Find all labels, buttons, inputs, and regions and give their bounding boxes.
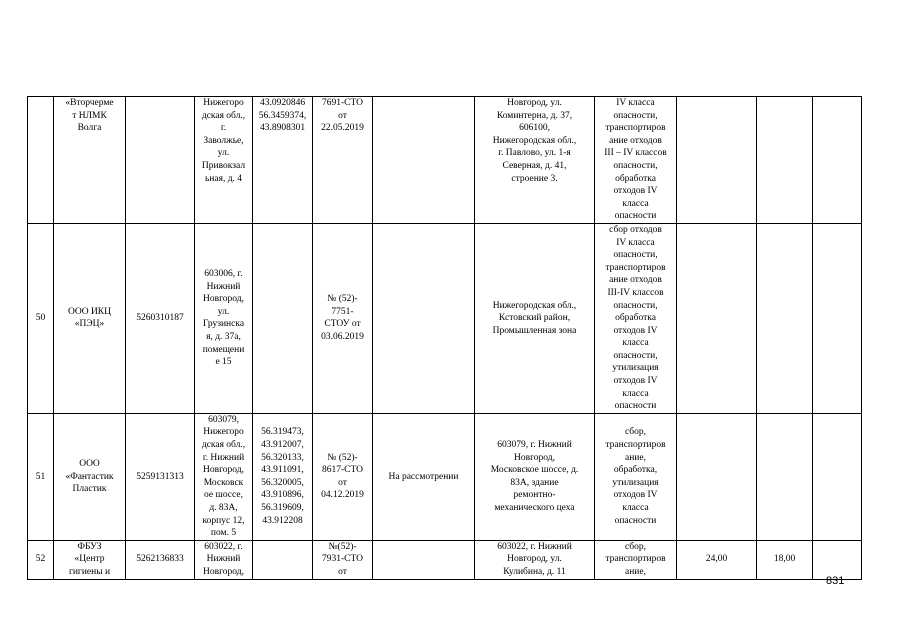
row-number: 52 (28, 540, 54, 579)
table-row (28, 223, 862, 413)
value-1 (677, 97, 757, 224)
legal-address: 603022, г. Нижний Новгород, (195, 540, 253, 579)
inn: 5260310187 (126, 223, 195, 413)
value-1: 24,00 (677, 540, 757, 579)
value-1 (677, 223, 757, 413)
license: 7691-СТО от 22.05.2019 (313, 97, 373, 224)
value-2: 18,00 (757, 540, 813, 579)
inn: 5259131313 (126, 413, 195, 540)
organization-name: ООО ИКЦ «ПЭЦ» (54, 223, 126, 413)
coordinates (253, 540, 313, 579)
activity-type: сбор отходов IV класса опасности, транспортиров ание отходов III-IV классов опасности, обработка отходов IV класса опасности, утилизация отходов IV класса опасности (595, 223, 677, 413)
inn: 5262136833 (126, 540, 195, 579)
page-number: 831 (826, 575, 845, 587)
status (373, 97, 475, 224)
coordinates: 56.319473, 43.912007, 56.320133, 43.911091, 56.320005, 43.910896, 56.319609, 43.912208 (253, 413, 313, 540)
registry-table (27, 96, 862, 580)
organization-name: ФБУЗ «Центр гигиены и (54, 540, 126, 579)
row-number: 51 (28, 413, 54, 540)
legal-address: 603079, Нижегоро дская обл., г. Нижний Новгород, Московск ое шоссе, д. 83А, корпус 12, пом. 5 (195, 413, 253, 540)
activity-address: Нижегородская обл., Кстовский район, Промышленная зона (475, 223, 595, 413)
table-row (28, 540, 862, 579)
extra-cell (813, 223, 862, 413)
status (373, 540, 475, 579)
organization-name: ООО «Фантастик Пластик (54, 413, 126, 540)
value-2 (757, 413, 813, 540)
value-2 (757, 97, 813, 224)
organization-name: «Вторчерме т НЛМК Волга (54, 97, 126, 224)
coordinates: 43.0920846 56.3459374, 43.8908301 (253, 97, 313, 224)
activity-type: IV класса опасности, транспортиров ание отходов III – IV классов опасности, обработка отходов IV класса опасности (595, 97, 677, 224)
legal-address: Нижегоро дская обл., г. Заволжье, ул. Привокзал ьная, д. 4 (195, 97, 253, 224)
row-number (28, 97, 54, 224)
license: № (52)- 7751- СТОУ от 03.06.2019 (313, 223, 373, 413)
activity-type: сбор, транспортиров ание, (595, 540, 677, 579)
inn (126, 97, 195, 224)
value-2 (757, 223, 813, 413)
status: На рассмотрении (373, 413, 475, 540)
legal-address: 603006, г. Нижний Новгород, ул. Грузинска я, д. 37а, помещени е 15 (195, 223, 253, 413)
coordinates (253, 223, 313, 413)
activity-address: 603022, г. Нижний Новгород, ул. Кулибина, д. 11 (475, 540, 595, 579)
row-number: 50 (28, 223, 54, 413)
extra-cell (813, 540, 862, 579)
value-1 (677, 413, 757, 540)
activity-type: сбор, транспортиров ание, обработка, утилизация отходов IV класса опасности (595, 413, 677, 540)
activity-address: 603079, г. Нижний Новгород, Московское шоссе, д. 83А, здание ремонтно- механического цеха (475, 413, 595, 540)
extra-cell (813, 97, 862, 224)
license: №(52)- 7931-СТО от (313, 540, 373, 579)
table-row (28, 97, 862, 224)
activity-address: Новгород, ул. Коминтерна, д. 37, 606100, Нижегородская обл., г. Павлово, ул. 1-я Северная, д. 41, строение 3. (475, 97, 595, 224)
license: № (52)- 8617-СТО от 04.12.2019 (313, 413, 373, 540)
extra-cell (813, 413, 862, 540)
status (373, 223, 475, 413)
table-row (28, 413, 862, 540)
